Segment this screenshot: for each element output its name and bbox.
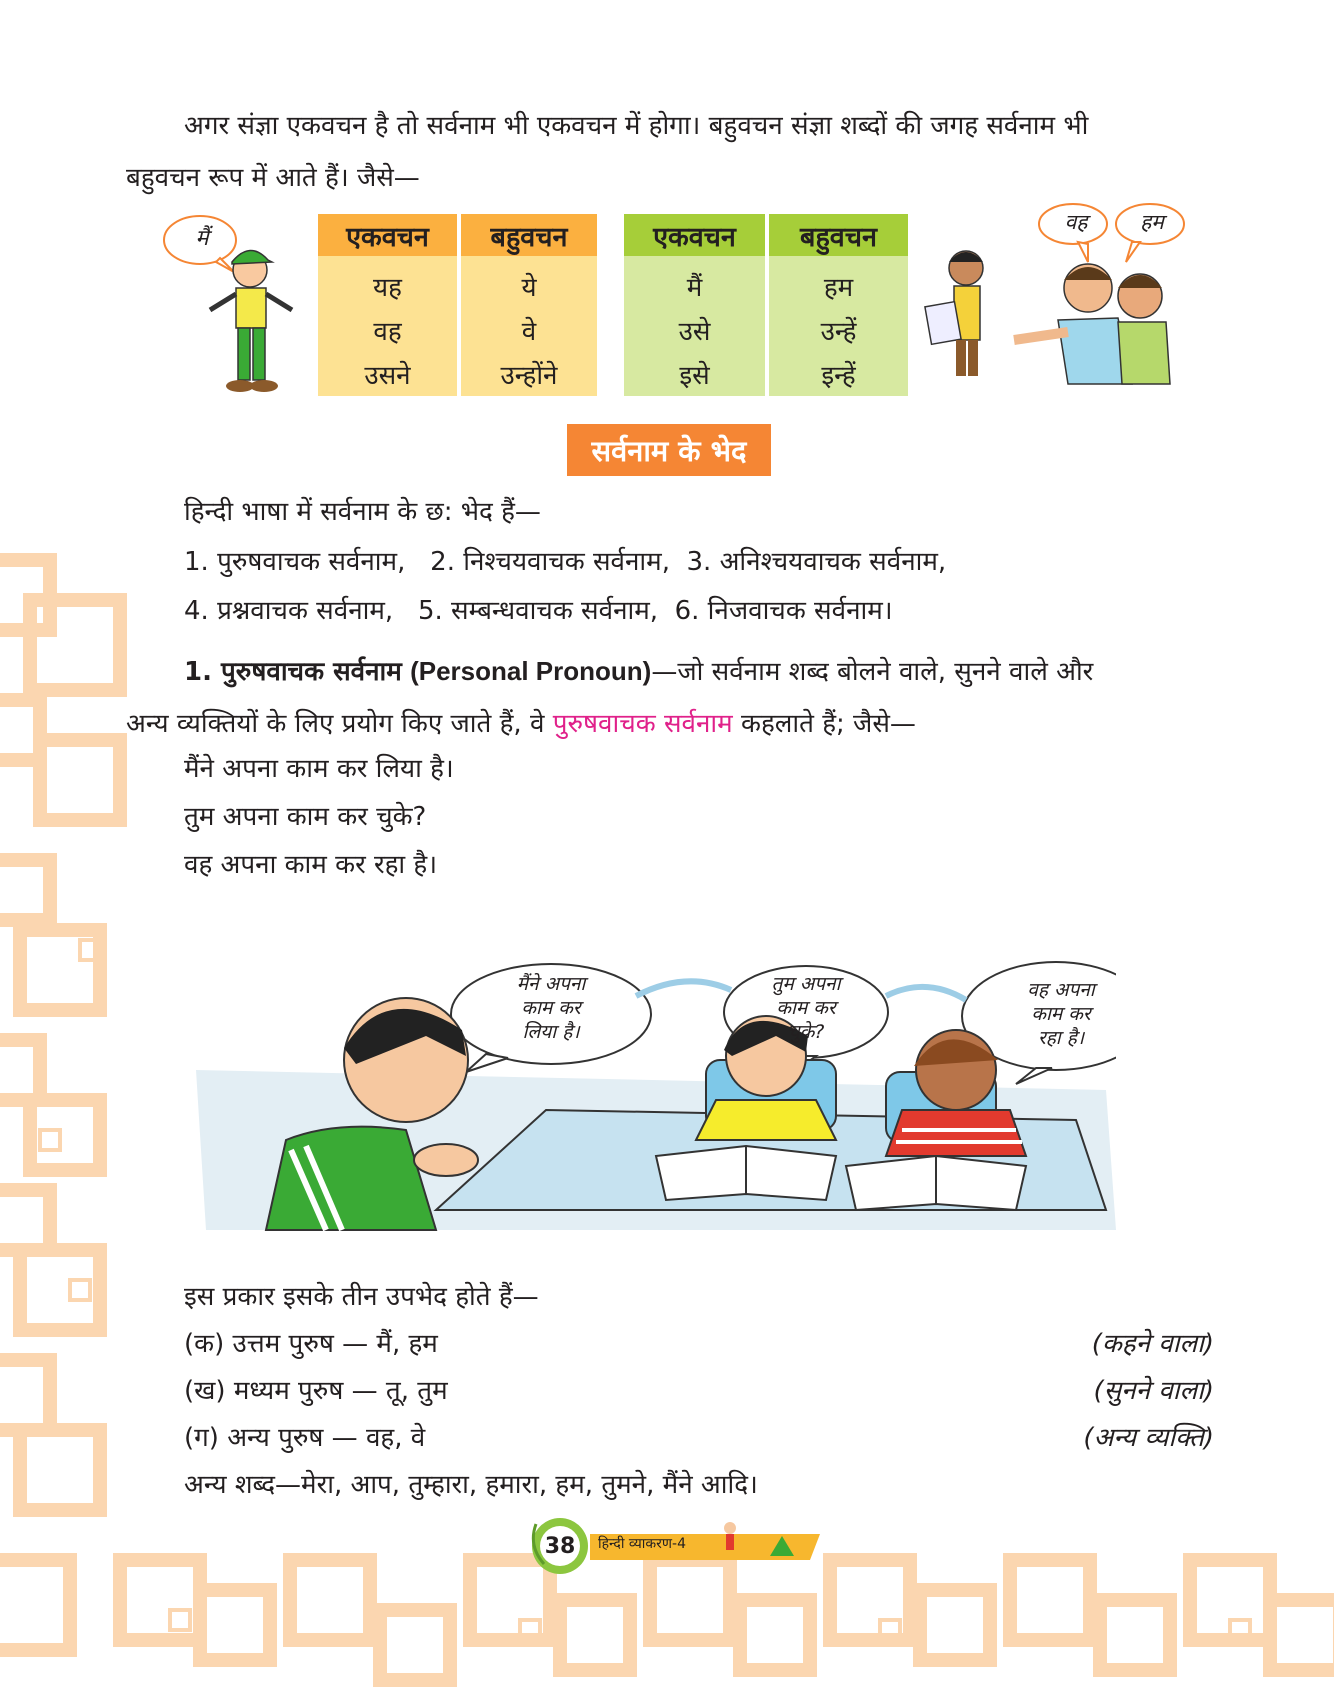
example-2: तुम अपना काम कर चुके? [184,802,427,832]
table-yellow-cell: उन्होंने [500,361,558,391]
bubble-we: हम [1140,210,1164,234]
subtypes-intro: इस प्रकार इसके तीन उपभेद होते हैं— [184,1282,539,1312]
book-title: हिन्दी व्याकरण-4 [598,1536,686,1552]
table-yellow-cell: ये [521,273,537,303]
speech-bubble-1 [476,972,626,1044]
table-yellow-cell: उसने [364,361,411,391]
page-number: 38 [544,1534,576,1559]
speech-bubble-1-line: लिया है। [522,1021,580,1043]
subtype-third-person-note: (अन्य व्यक्ति) [1083,1423,1214,1453]
definition-part-1: —जो सर्वनाम शब्द बोलने वाले, सुनने वाले और [651,657,1094,687]
table-yellow-col-plural [461,214,597,396]
table-green-cell: इन्हें [821,361,856,391]
speech-bubble-3-line: काम कर [1031,1003,1091,1025]
speech-bubble-2-line: काम कर [776,997,836,1019]
speech-bubble-2 [746,972,866,1044]
other-words: अन्य शब्द—मेरा, आप, तुम्हारा, हमारा, हम, तुमने, मैंने आदि। [184,1470,758,1500]
speech-bubble-3 [996,978,1126,1050]
table-green-header-singular: एकवचन [624,214,765,256]
bubble-main: मैं [195,226,209,251]
definition-part-2: अन्य व्यक्तियों के लिए प्रयोग किए जाते हैं, वे [126,709,545,739]
speech-bubble-2-line: तुम अपना [771,973,841,995]
subtype-third-person: (ग) अन्य पुरुष — वह, वे [184,1423,426,1453]
table-yellow-header-plural: बहुवचन [461,214,597,256]
intro-line-1: अगर संज्ञा एकवचन है तो सर्वनाम भी एकवचन में होगा। बहुवचन संज्ञा शब्दों की जगह सर्वनाम भी [184,111,1089,141]
personal-pronoun-definition [126,645,1212,750]
intro-paragraph [126,100,1212,204]
speech-bubble-1-line: काम कर [521,997,581,1019]
definition-part-3: कहलाते हैं; जैसे— [740,709,916,739]
subtype-first-person: (क) उत्तम पुरुष — मैं, हम [184,1329,438,1359]
example-3: वह अपना काम कर रहा है। [184,850,438,880]
speech-bubble-2-line: चुके? [787,1021,825,1043]
section-heading: सर्वनाम के भेद [567,424,771,476]
speech-bubble-3-line: वह अपना [1027,979,1095,1001]
speech-bubble-1-line: मैंने अपना [516,973,586,995]
table-yellow-col-singular [318,214,457,396]
table-green-header-plural: बहुवचन [769,214,908,256]
table-green-cell: उसे [678,317,711,347]
personal-pronoun-english: (Personal Pronoun) [410,656,652,686]
table-green-col-singular [624,214,765,396]
speech-bubble-3-line: रहा है। [1037,1027,1085,1049]
table-yellow-cell: वह [373,317,402,347]
table-green-col-plural [769,214,908,396]
definition-highlight: पुरुषवाचक सर्वनाम [552,709,733,739]
table-green-cell: हम [823,273,854,303]
table-yellow-cell: यह [373,273,402,303]
table-green [624,214,908,396]
classroom-illustration [186,960,1116,1250]
types-line-1: 1. पुरुषवाचक सर्वनाम, 2. निश्चयवाचक सर्वनाम, 3. अनिश्चयवाचक सर्वनाम, [184,547,947,577]
table-green-cell: इसे [679,361,710,391]
bubble-he: वह [1064,210,1088,234]
subtype-first-person-note: (कहने वाला) [1091,1329,1214,1359]
table-green-cell: उन्हें [820,317,857,347]
example-1: मैंने अपना काम कर लिया है। [184,754,454,784]
table-yellow-cell: वे [521,317,537,347]
table-green-cell: मैं [686,273,703,303]
types-intro: हिन्दी भाषा में सर्वनाम के छ: भेद हैं— [184,497,541,527]
table-yellow [318,214,597,396]
table-yellow-header-singular: एकवचन [318,214,457,256]
personal-pronoun-term: 1. पुरुषवाचक सर्वनाम [184,657,402,687]
subtype-second-person: (ख) मध्यम पुरुष — तू, तुम [184,1376,448,1406]
subtype-second-person-note: (सुनने वाला) [1093,1376,1214,1406]
intro-line-2: बहुवचन रूप में आते हैं। जैसे— [126,163,420,193]
types-line-2: 4. प्रश्नवाचक सर्वनाम, 5. सम्बन्धवाचक सर्वनाम, 6. निजवाचक सर्वनाम। [184,596,893,626]
